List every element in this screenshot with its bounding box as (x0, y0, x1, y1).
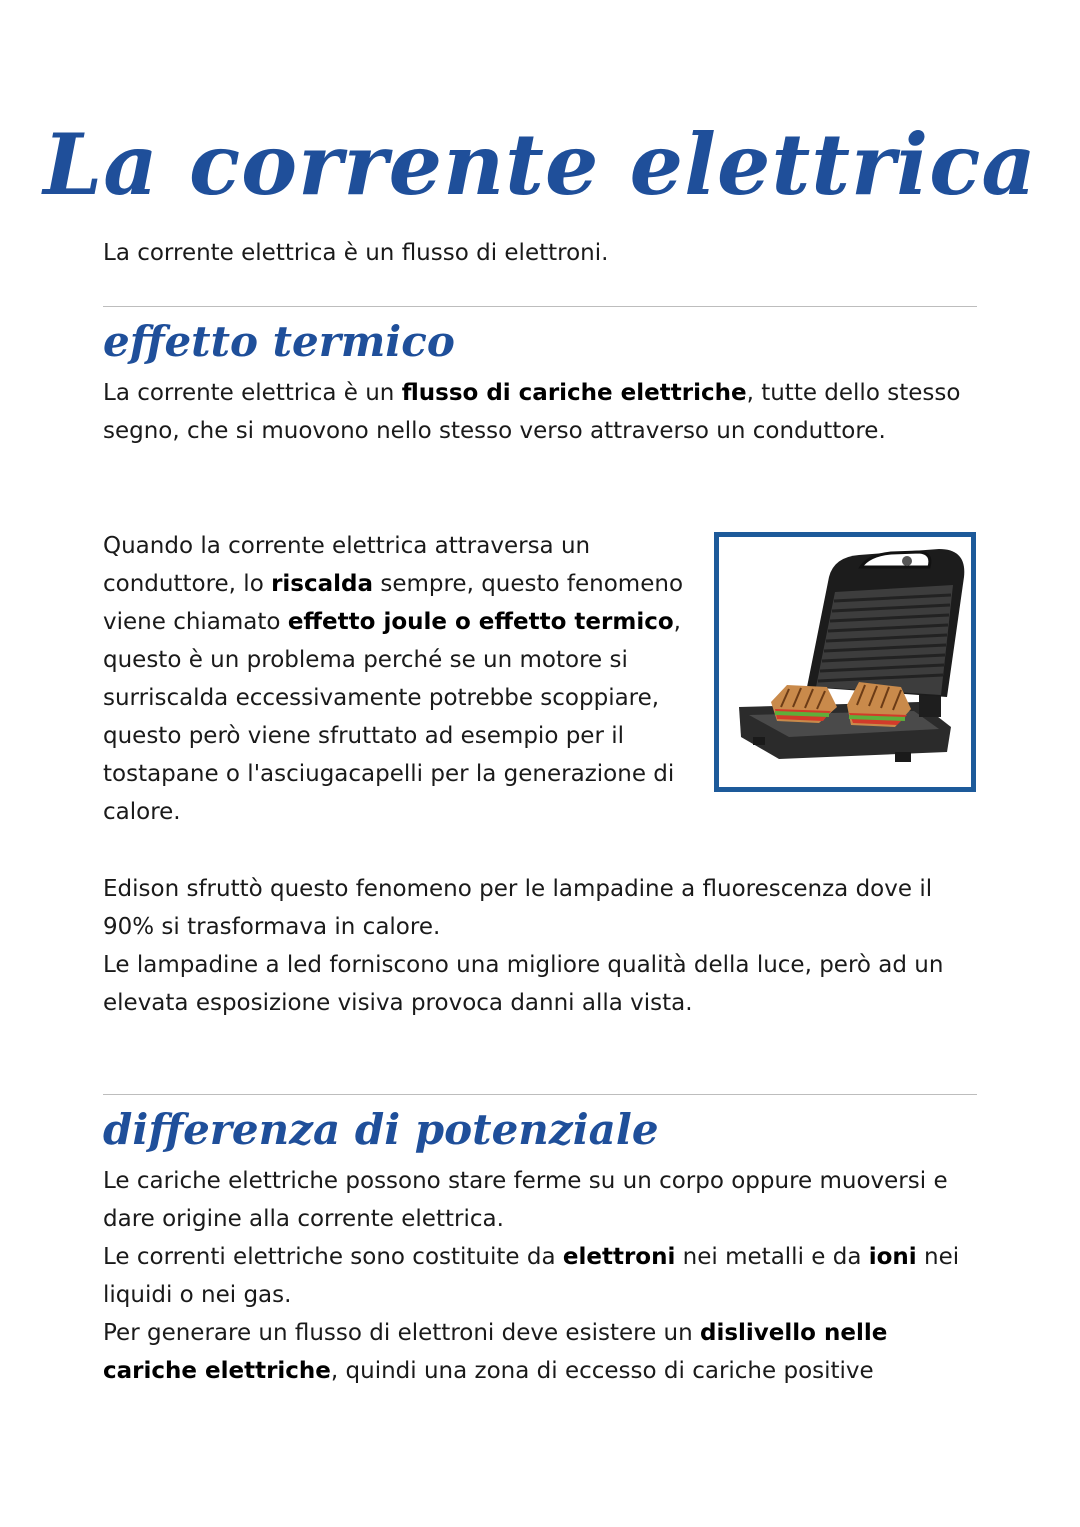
paragraph-joule-effect: Quando la corrente elettrica attraversa un conduttore, lo riscalda sempre, questo fenomeno viene chiamato effetto joule o effetto termico, questo è un problema perché se un motore si surriscalda eccessivamente potrebbe scoppiare, questo però viene sfruttato ad esempio per il tostapane o l'asciugacapelli per la generazione di calore. (103, 533, 684, 825)
section-heading-differenza-di-potenziale: differenza di potenziale (103, 1105, 659, 1154)
paragraph-edison: Edison sfruttò questo fenomeno per le lampadine a fluorescenza dove il 90% si trasformava in calore. Le lampadine a led forniscono una migliore qualità della luce, però ad un elevata esposizione visiva provoca danni alla vista. (103, 876, 944, 1016)
section-divider (103, 1094, 977, 1095)
section-heading-effetto-termico: effetto termico (103, 317, 455, 366)
paragraph-potential-difference: Le cariche elettriche possono stare ferme su un corpo oppure muoversi e dare origine alla corrente elettrica. Le correnti elettriche sono costituite da elettroni nei metalli e da ioni nei liquidi o nei gas. Per generare un flusso di elettroni deve esistere un dislivello nelle cariche elettriche, quindi una zona di eccesso di cariche positive (103, 1168, 960, 1384)
paragraph-definition: La corrente elettrica è un flusso di cariche elettriche, tutte dello stesso segno, che si muovono nello stesso verso attraverso un conduttore. (103, 380, 961, 444)
intro-text: La corrente elettrica è un flusso di elettroni. (103, 240, 609, 266)
section-divider (103, 306, 977, 307)
page-title: La corrente elettrica (43, 115, 1037, 214)
sandwich-toaster-image (714, 532, 976, 792)
sandwich-toaster-icon (719, 537, 971, 787)
